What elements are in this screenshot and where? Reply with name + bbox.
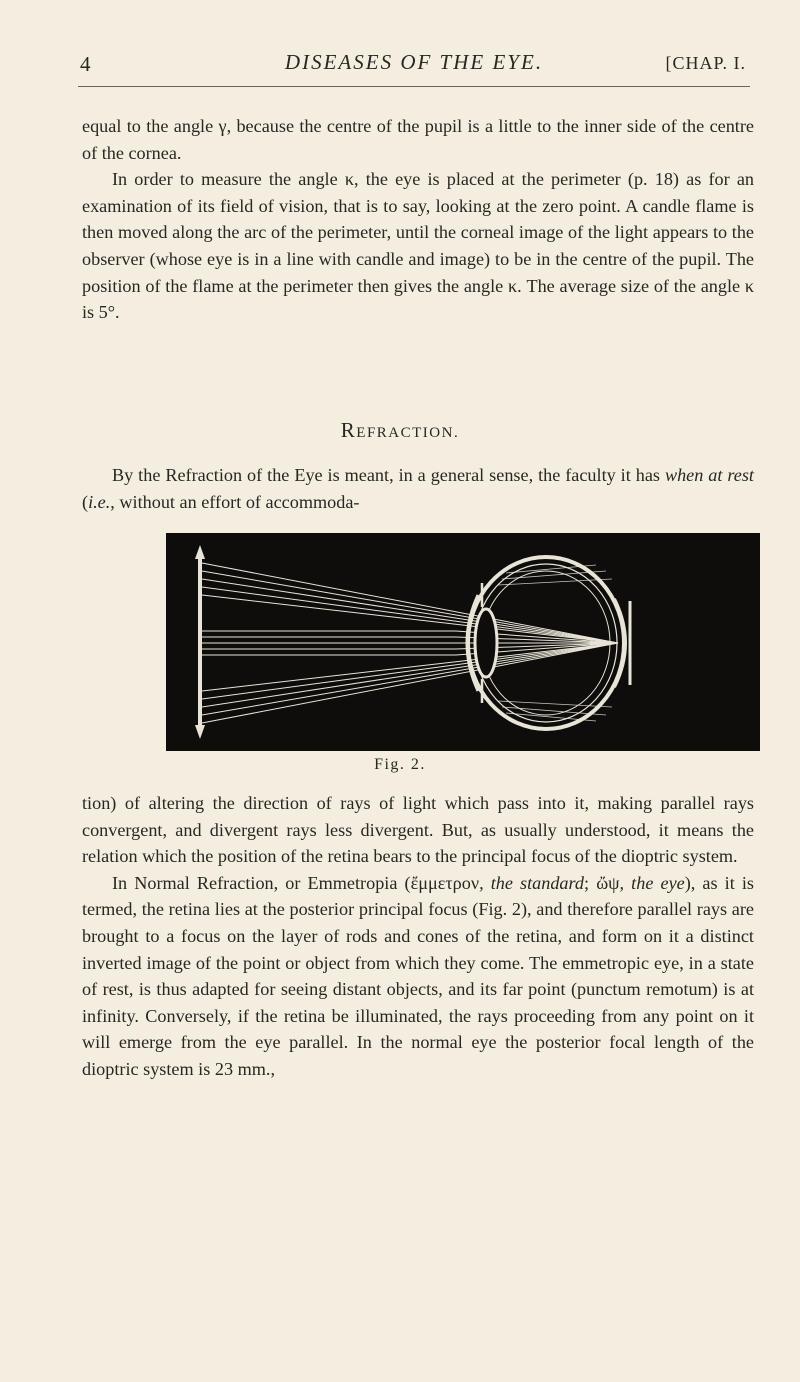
text-run: ), as it is termed, the retina lies at the posterior principal focus (Fig. 2), and therefore parallel rays are brought to a focus on the layer of rods and cones of the retina, and form on it a distinct inverted image of the point or object from which they come. The emmetropic eye, in a state of rest, is thus adapted for seeing distant objects, and its far point (punctum remotum) is at infinity. Conversely, if the retina be illuminated, the rays proceeding from any point on it will emerge from the eye parallel. In the normal eye the posterior focal length of the dioptric system is 23 mm.,	[82, 872, 754, 1079]
crystalline-lens	[475, 609, 497, 677]
text-run: (	[82, 491, 89, 512]
running-title: DISEASES OF THE EYE.	[284, 50, 544, 74]
figure-background	[166, 533, 760, 751]
text-run: ;	[584, 872, 597, 893]
paragraph-emmetropia	[82, 870, 754, 1083]
text-run: By the Refraction of the Eye is meant, in a general sense, the faculty it has	[112, 465, 665, 485]
italic-run: when at rest	[664, 465, 754, 485]
italic-run: , the eye	[619, 872, 685, 893]
text-run: In Normal Refraction, or Emmetropia (	[112, 872, 411, 893]
paragraph-angle-kappa: In order to measure the angle κ, the eye is placed at the perimeter (p. 18) as for an examination of its field of vision, that is to say, looking at the zero point. A candle flame is then moved along the arc of the perimeter, until the corneal image of the light appears to the observer (whose eye is in a line with candle and image) to be in the centre of the pupil. The position of the flame at the perimeter then gives the angle κ. The average size of the angle κ is 5°.	[82, 169, 754, 323]
greek-word: ὤψ	[596, 872, 620, 893]
header-rule	[78, 86, 750, 87]
section-heading: REFRACTION.	[340, 418, 460, 442]
paragraph-continuation: tion) of altering the direction of rays of light which pass into it, making parallel rays convergent, and divergent rays less divergent. But, as usually understood, it means the relation which the position of the retina bears to the principal focus of the dioptric system.	[82, 793, 754, 867]
figure-caption: Fig. 2.	[374, 756, 426, 773]
page-number: 4	[80, 52, 91, 76]
paragraph-refraction	[82, 462, 754, 515]
text-run: , without an effort of accommoda-	[110, 491, 360, 512]
paragraph-angle-gamma: equal to the angle γ, because the centre of the pupil is a little to the inner side of the centre of the cornea.	[82, 116, 754, 163]
italic-run: , the standard	[479, 872, 585, 893]
page-header	[80, 50, 748, 80]
text-block-bottom	[82, 790, 754, 1083]
text-block-top	[82, 113, 754, 326]
text-block-refraction	[82, 462, 754, 515]
greek-word: ἔμμετρον	[410, 872, 480, 893]
italic-run: i.e.	[88, 491, 111, 512]
chapter-label: [CHAP. I.	[665, 53, 746, 73]
eye-diagram-figure	[166, 533, 760, 751]
